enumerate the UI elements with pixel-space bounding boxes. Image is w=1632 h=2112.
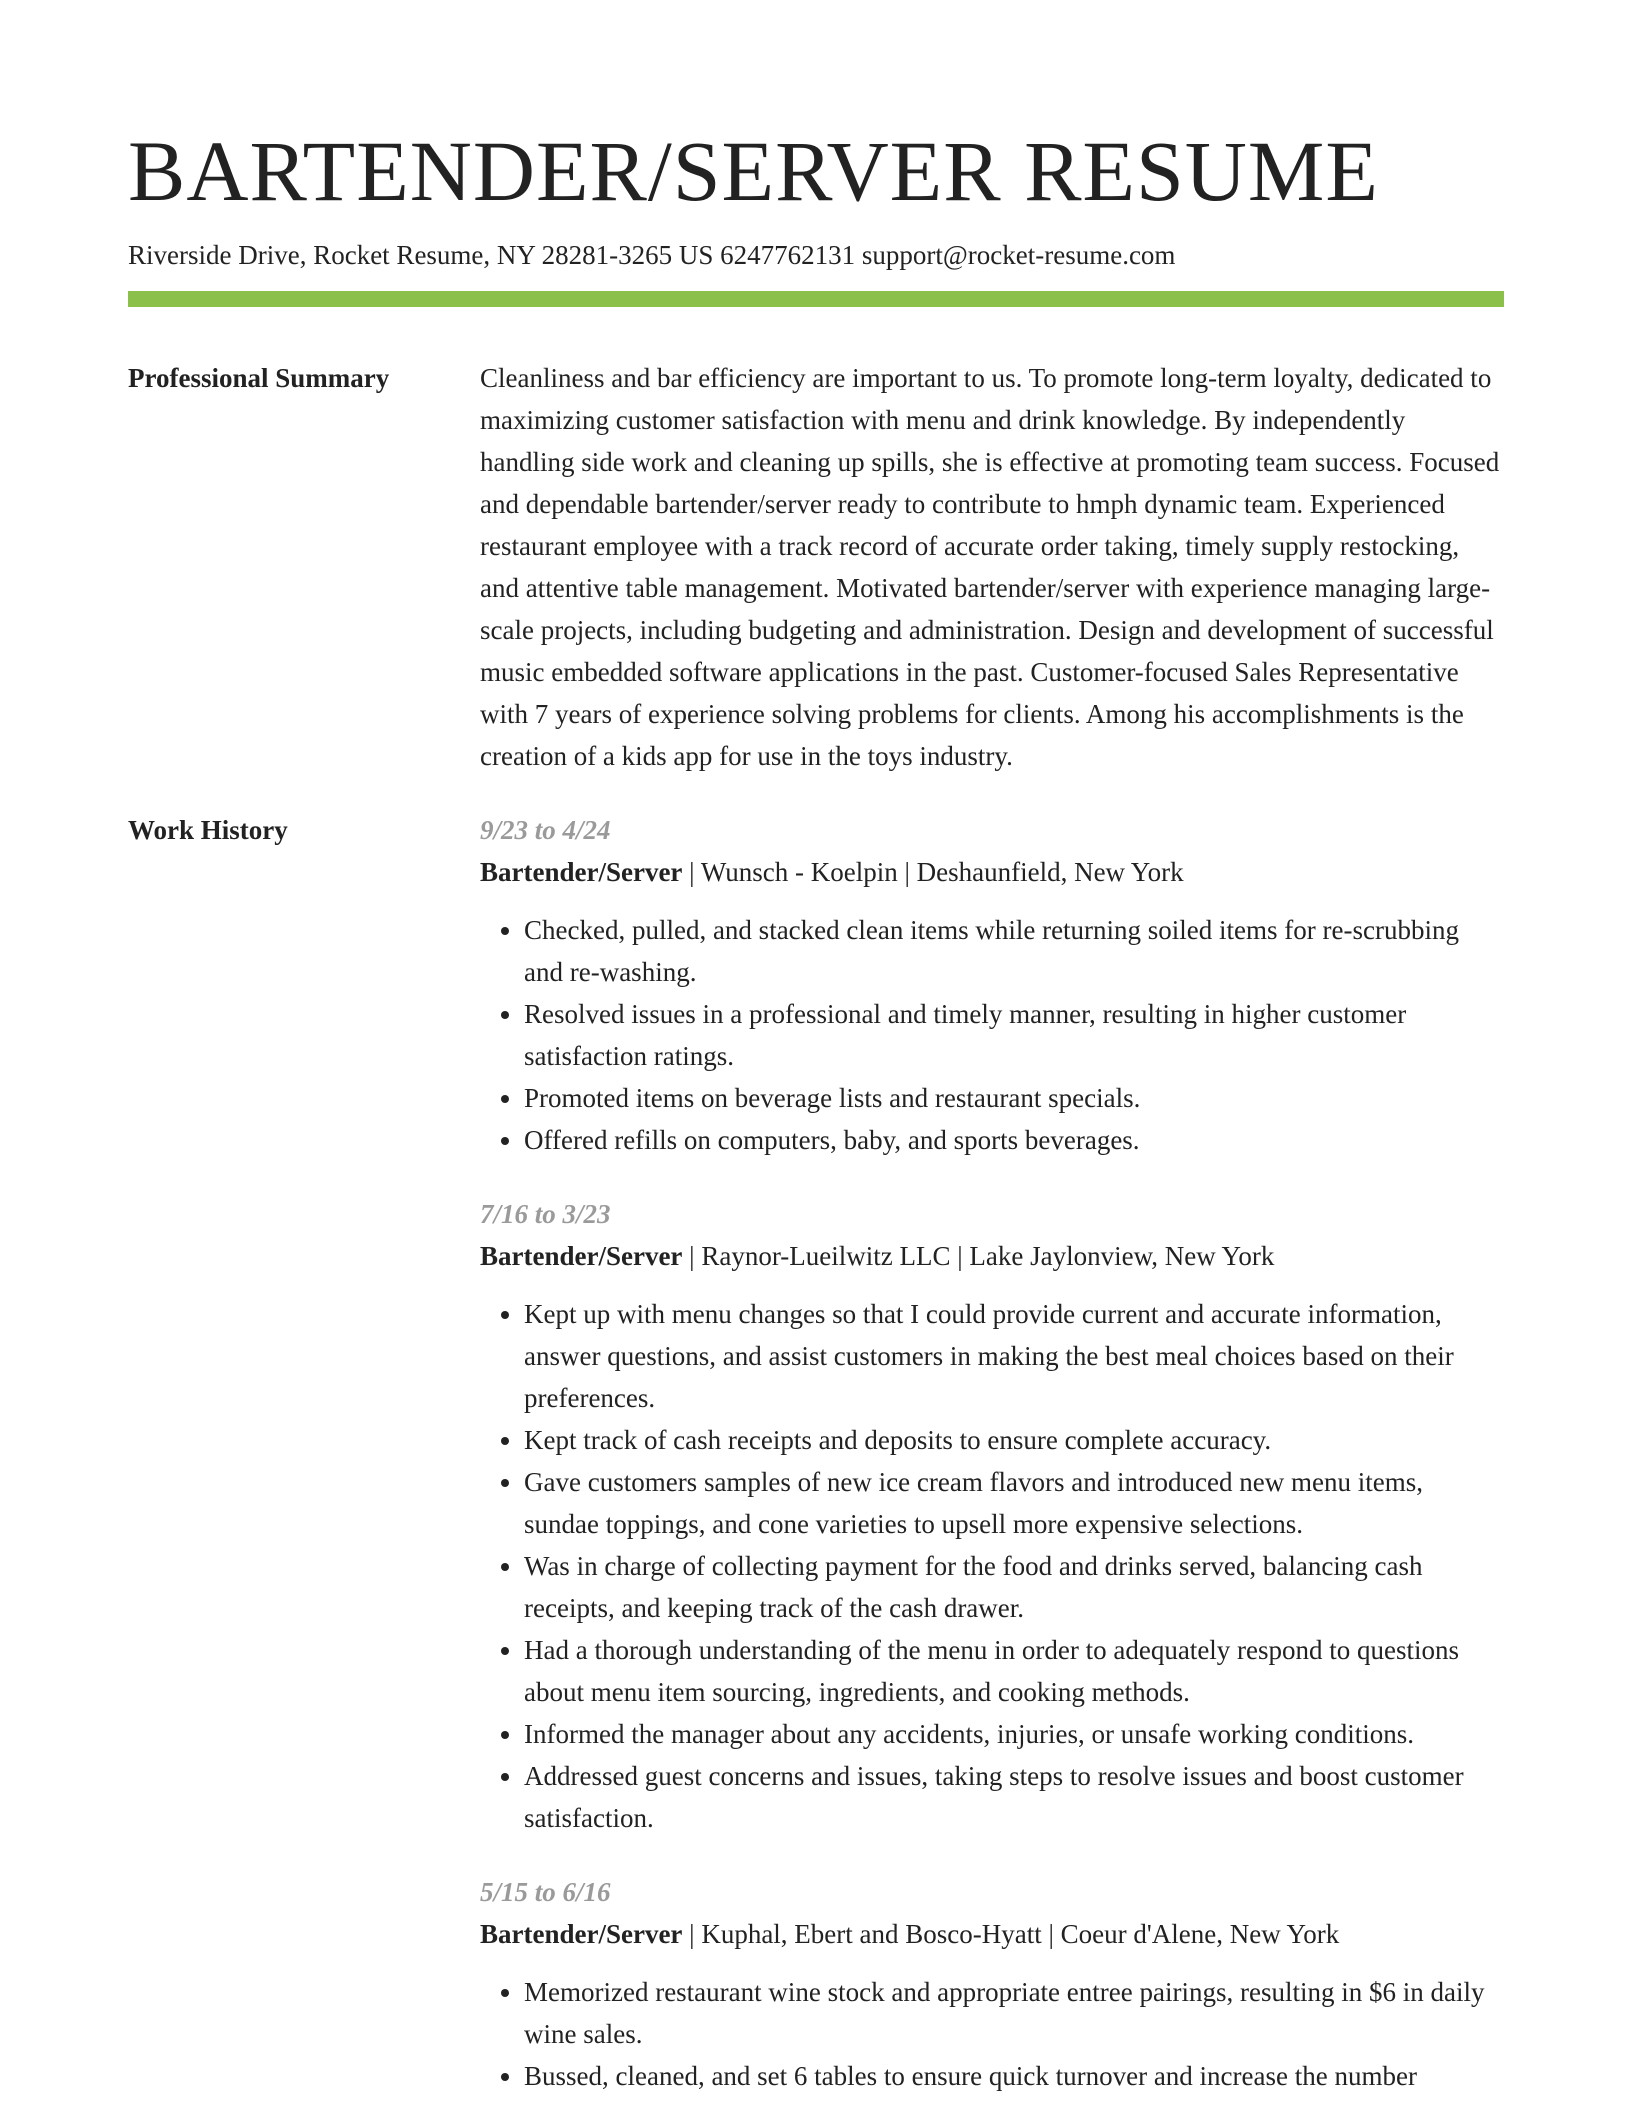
job-title: Bartender/Server: [480, 857, 683, 887]
job-bullet: • Had a thorough understanding of the menu in order to adequately respond to questions about menu item sourcing, ingredients, and cooking methods.: [524, 1629, 1504, 1713]
job-bullet: • Checked, pulled, and stacked clean items while returning soiled items for re-scrubbing and re-washing.: [524, 909, 1504, 993]
job-bullet: • Kept track of cash receipts and deposits to ensure complete accuracy.: [524, 1419, 1504, 1461]
resume-title: BARTENDER/SERVER RESUME: [128, 123, 1379, 219]
job-bullet: • Offered refills on computers, baby, and sports beverages.: [524, 1119, 1504, 1161]
job-bullets: [480, 1971, 1504, 2097]
work-history-body: [480, 809, 1504, 2097]
job-bullet: • Resolved issues in a professional and timely manner, resulting in higher customer satisfaction ratings.: [524, 993, 1504, 1077]
job-bullet: • Informed the manager about any accidents, injuries, or unsafe working conditions.: [524, 1713, 1504, 1755]
job-details: | Kuphal, Ebert and Bosco-Hyatt | Coeur d'Alene, New York: [682, 1919, 1340, 1949]
job-dates: 5/15 to 6/16: [480, 1877, 611, 1907]
job-bullet: • Promoted items on beverage lists and restaurant specials.: [524, 1077, 1504, 1119]
job-bullet: • Addressed guest concerns and issues, taking steps to resolve issues and boost customer satisfaction.: [524, 1755, 1504, 1839]
job-details: | Raynor-Lueilwitz LLC | Lake Jaylonview, New York: [682, 1241, 1275, 1271]
contact-info: Riverside Drive, Rocket Resume, NY 28281-3265 US 6247762131 support@rocket-resume.com: [128, 240, 1176, 270]
job-dates: 9/23 to 4/24: [480, 815, 611, 845]
job-bullet: • Gave customers samples of new ice cream flavors and introduced new menu items, sundae toppings, and cone varieties to upsell more expensive selections.: [524, 1461, 1504, 1545]
work-history-section: [128, 809, 1504, 2097]
job-heading: [480, 1235, 1504, 1277]
job-title: Bartender/Server: [480, 1919, 683, 1949]
summary-text: Cleanliness and bar efficiency are important to us. To promote long-term loyalty, dedicated to maximizing customer satisfaction with menu and drink knowledge. By independently handling side work and cleaning up spills, she is effective at promoting team success. Focused and dependable bartender/server ready to contribute to hmph dynamic team. Experienced restaurant employee with a track record of accurate order taking, timely supply restocking, and attentive table management. Motivated bartender/server with experience managing large-scale projects, including budgeting and administration. Design and development of successful music embedded software applications in the past. Customer-focused Sales Representative with 7 years of experience solving problems for clients. Among his accomplishments is the creation of a kids app for use in the toys industry.: [480, 363, 1500, 771]
job-heading: [480, 1913, 1504, 1955]
section-heading-work-history: Work History: [128, 815, 288, 845]
professional-summary-section: [128, 357, 1504, 777]
job-entry: [480, 1871, 1504, 2097]
job-details: | Wunsch - Koelpin | Deshaunfield, New York: [682, 857, 1184, 887]
job-bullets: [480, 1293, 1504, 1839]
accent-divider: [128, 291, 1504, 307]
section-heading-summary: Professional Summary: [128, 363, 390, 393]
summary-body: [480, 357, 1504, 777]
job-bullet: • Memorized restaurant wine stock and appropriate entree pairings, resulting in $6 in daily wine sales.: [524, 1971, 1504, 2055]
job-entry: [480, 1193, 1504, 1839]
job-dates: 7/16 to 3/23: [480, 1199, 611, 1229]
job-bullet: • Was in charge of collecting payment for the food and drinks served, balancing cash receipts, and keeping track of the cash drawer.: [524, 1545, 1504, 1629]
job-entry: [480, 809, 1504, 1161]
job-bullet: • Kept up with menu changes so that I could provide current and accurate information, answer questions, and assist customers in making the best meal choices based on their preferences.: [524, 1293, 1504, 1419]
job-bullet: • Bussed, cleaned, and set 6 tables to ensure quick turnover and increase the number: [524, 2055, 1504, 2097]
resume-page: [128, 120, 1504, 2097]
job-title: Bartender/Server: [480, 1241, 683, 1271]
job-bullets: [480, 909, 1504, 1161]
job-heading: [480, 851, 1504, 893]
